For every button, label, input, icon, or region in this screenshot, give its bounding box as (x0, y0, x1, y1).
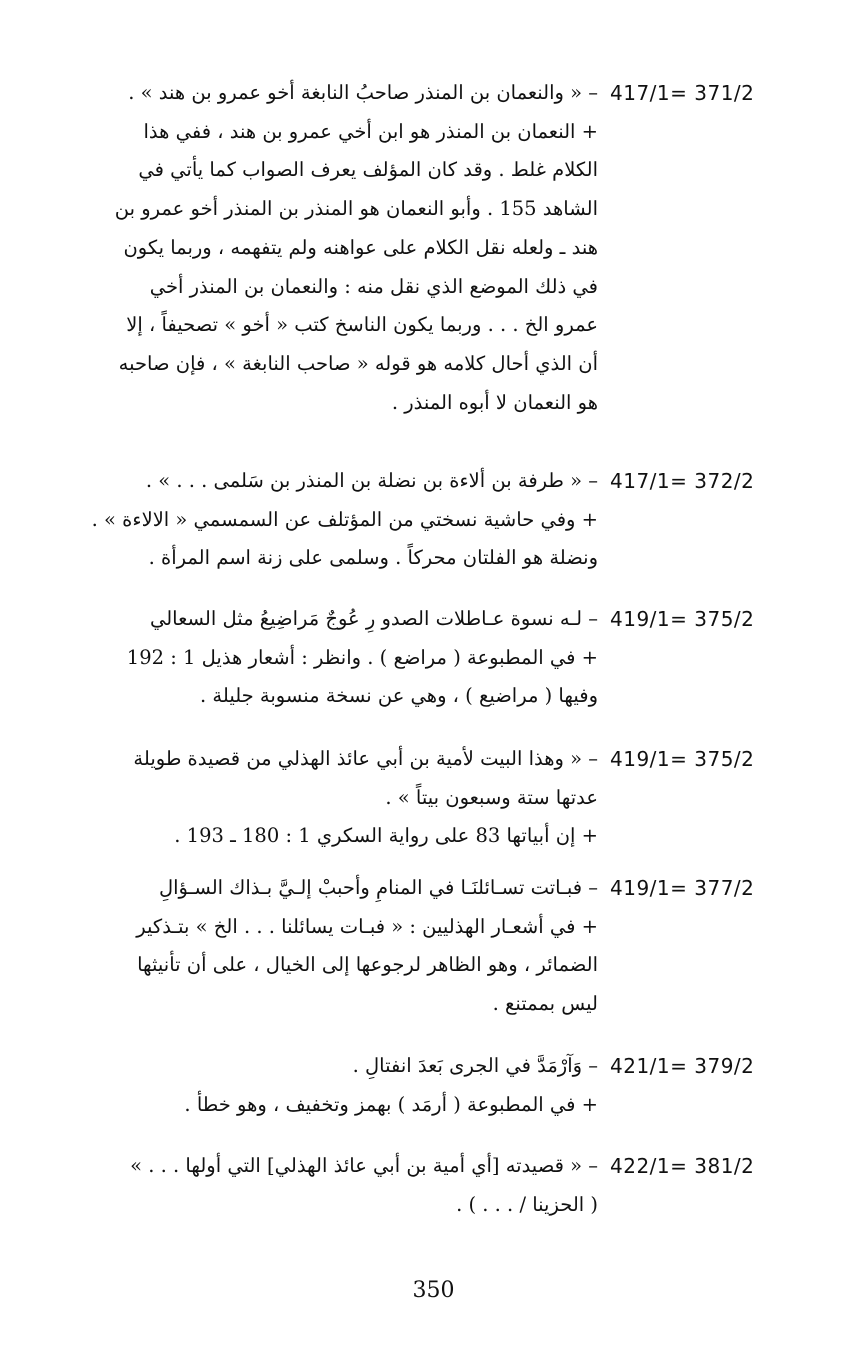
entry-line: عدتها ستة وسبعون بيتاً » . (385, 785, 598, 809)
entry-line: + في المطبوعة ( مراضع ) . وانظر : أشعار هذيل 1 : 192 (126, 645, 598, 669)
entry-line: في ذلك الموضع الذي نقل منه : والنعمان بن المنذر أخي (149, 274, 598, 298)
entry-line: هند ـ ولعله نقل الكلام على عواهنه ولم يتفهمه ، وربما يكون (123, 235, 598, 259)
entry-379 (20, 1047, 780, 1127)
entry-line: أن الذي أحال كلامه هو قوله « صاحب النابغة » ، فإن صاحبه (118, 351, 598, 375)
entry-line: ( الحزينا / . . . ) . (456, 1192, 598, 1216)
entry-reference: 419/1= 375/2 (610, 747, 755, 771)
entry-body (30, 740, 598, 856)
entry-line: الكلام غلط . وقد كان المؤلف يعرف الصواب كما يأتي في (138, 158, 598, 182)
entry-line: + في المطبوعة ( أرمَد ) بهمز وتخفيف ، وهو خطأ . (184, 1092, 598, 1116)
entry-body (30, 1047, 598, 1124)
entry-line: عمرو الخ . . . وربما يكون الناسخ كتب « أخو » تصحيفاً ، إلا (126, 313, 598, 337)
entry-375a (20, 600, 780, 720)
entry-377 (20, 869, 780, 1029)
entry-body (30, 74, 598, 422)
entry-line: – لـه نسوة عـاطلات الصدو رِ عُوجٌ مَراضِيعُ مثل السعالي (149, 607, 598, 630)
page-number: 350 (412, 1278, 455, 1303)
entry-line: + النعمان بن المنذر هو ابن أخي عمرو بن هند ، ففي هذا (143, 119, 598, 143)
entry-372 (20, 462, 780, 582)
entry-reference: 422/1= 381/2 (610, 1154, 755, 1178)
entry-line: – « طرفة بن ألاءة بن نضلة بن المنذر بن سَلمى . . . » . (145, 469, 598, 492)
entry-line: – « قصيدته [أي أمية بن أبي عائذ الهذلي] التي أولها . . . » (130, 1154, 598, 1177)
entry-body (30, 869, 598, 1024)
entry-reference: 417/1= 372/2 (610, 469, 755, 493)
entry-reference: 417/1= 371/2 (610, 81, 755, 105)
entry-line: الشاهد 155 . وأبو النعمان هو المنذر بن المنذر أخو عمرو بن (114, 197, 598, 221)
entry-line: – « والنعمان بن المنذر صاحبُ النابغة أخو عمرو بن هند » . (128, 81, 598, 104)
entry-371 (20, 74, 780, 454)
entry-body (30, 1147, 598, 1224)
entry-line: – وَآرْمَدَّ في الجرى بَعدَ انفتالِ . (352, 1054, 598, 1077)
entry-line: + في أشعـار الهذليين : « فبـات يسائلنا . . . الخ » بتـذكير (136, 914, 598, 938)
entry-body (30, 600, 598, 716)
entry-line: + وفي حاشية نسختي من المؤتلف عن السمسمي « الالاءة » . (91, 507, 598, 531)
entry-reference: 419/1= 375/2 (610, 607, 755, 631)
entry-reference: 419/1= 377/2 (610, 876, 755, 900)
entry-line: – فبـاتت تسـائلنَـا في المنامِ وأحببْ إلـيَّ بـذاك السـؤالِ (158, 876, 598, 899)
entry-line: الضمائر ، وهو الظاهر لرجوعها إلى الخيال ، على أن تأنيثها (137, 953, 598, 977)
entry-381 (20, 1147, 780, 1227)
entry-line: + إن أبياتها 83 على رواية السكري 1 : 180 ـ 193 . (174, 824, 598, 848)
entry-line: وفيها ( مراضيع ) ، وهي عن نسخة منسوبة جليلة . (200, 684, 598, 708)
entry-line: ليس بممتنع . (492, 992, 598, 1016)
entry-line: ونضلة هو الفلتان محركاً . وسلمى على زنة اسم المرأة . (148, 546, 598, 570)
entry-line: هو النعمان لا أبوه المنذر . (391, 390, 598, 414)
entry-line: – « وهذا البيت لأمية بن أبي عائذ الهذلي من قصيدة طويلة (133, 747, 598, 770)
entry-body (30, 462, 598, 578)
entry-375b (20, 740, 780, 860)
entry-reference: 421/1= 379/2 (610, 1054, 755, 1078)
